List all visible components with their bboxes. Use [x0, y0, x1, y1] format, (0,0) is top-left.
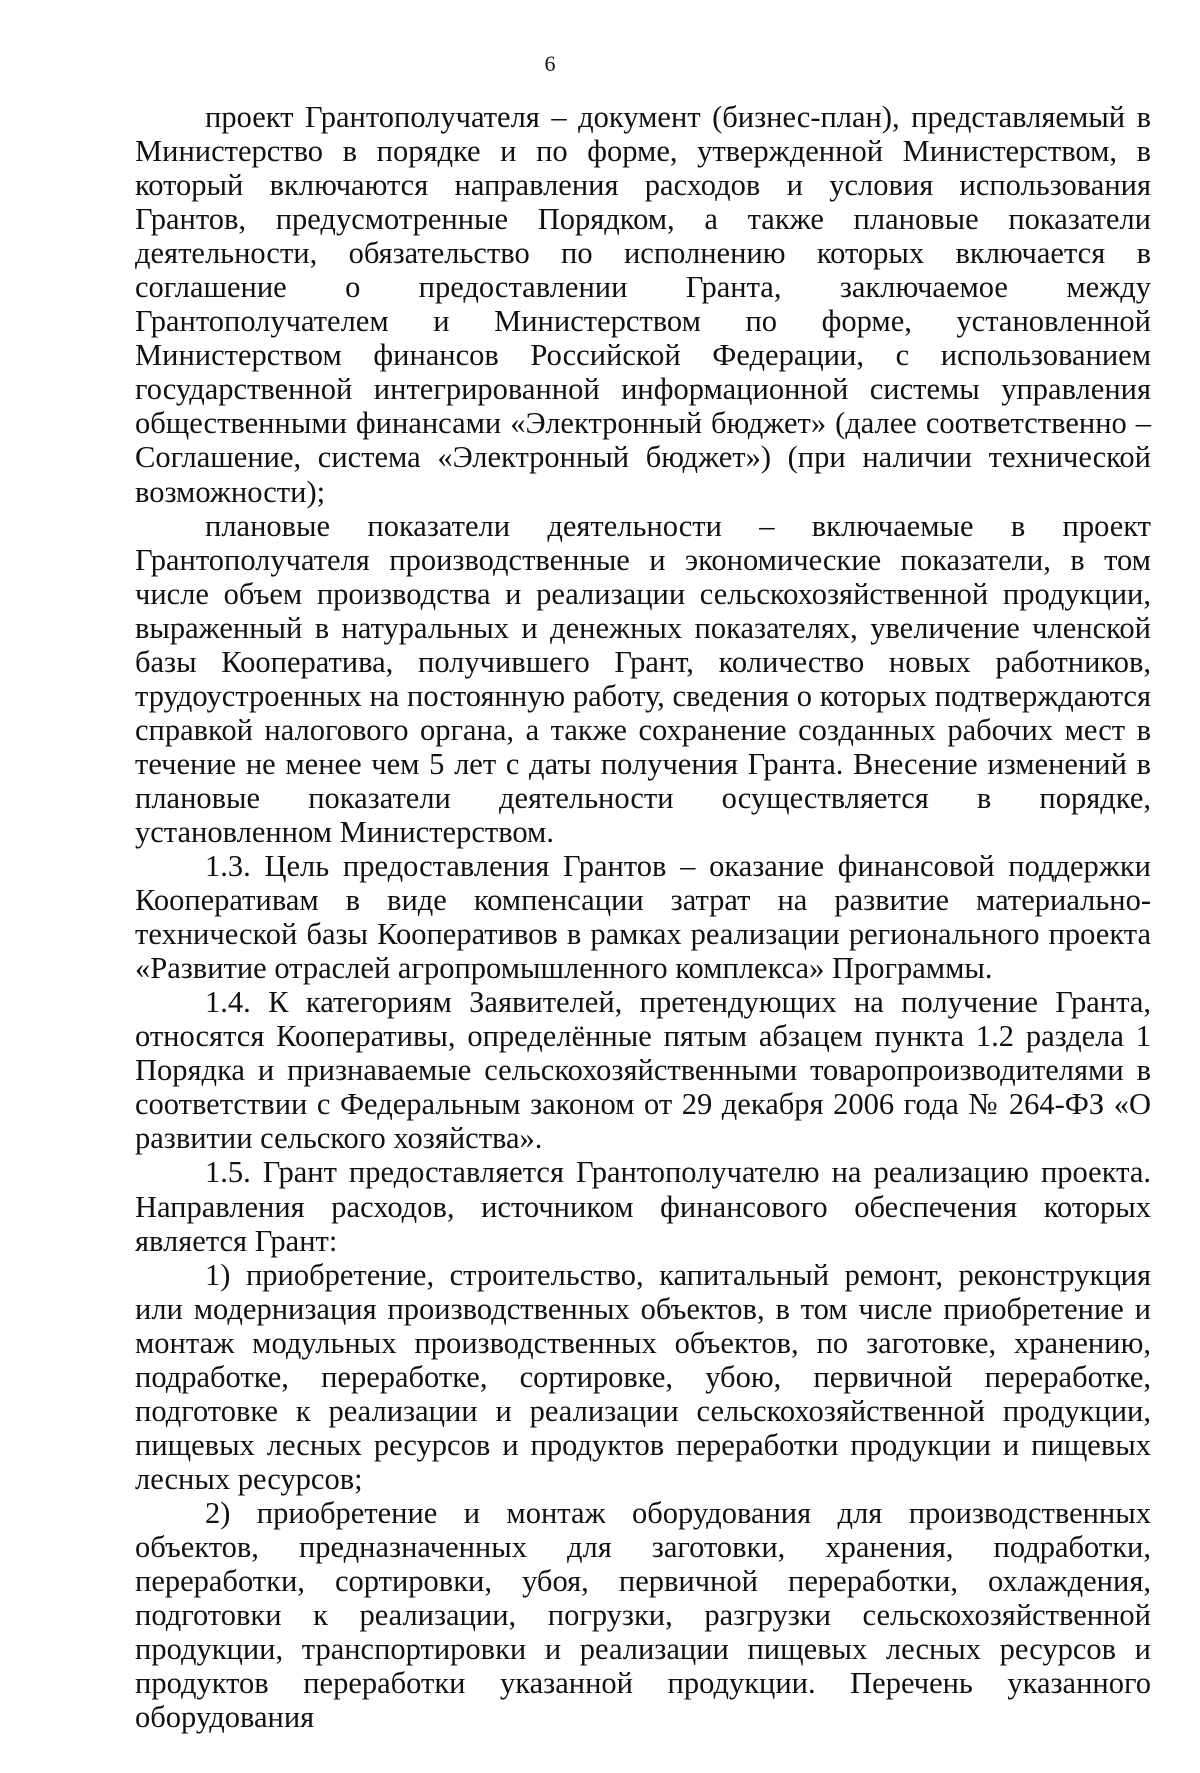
- document-body: [135, 100, 1151, 1734]
- paragraph-1-3-grant-purpose: 1.3. Цель предоставления Грантов – оказание финансовой поддержки Кооперативам в виде компенсации затрат на развитие материально-технической базы Кооперативов в рамках реализации регионального проекта «Развитие отраслей агропромышленного комплекса» Программы.: [135, 849, 1151, 986]
- paragraph-1-4-applicant-categories: 1.4. К категориям Заявителей, претендующих на получение Гранта, относятся Кооперативы, определённые пятым абзацем пункта 1.2 раздела 1 Порядка и признаваемые сельскохозяйственными товаропроизводителями в соответствии с Федеральным законом от 29 декабря 2006 года № 264-ФЗ «О развитии сельского хозяйства».: [135, 985, 1151, 1156]
- page-number: 6: [544, 51, 556, 76]
- paragraph-1-5-expense-directions: 1.5. Грант предоставляется Грантополучателю на реализацию проекта. Направления расходов, источником финансового обеспечения которых является Грант:: [135, 1155, 1151, 1258]
- paragraph-project-definition: проект Грантополучателя – документ (бизнес-план), представляемый в Министерство в порядке и по форме, утвержденной Министерством, в который включаются направления расходов и условия использования Грантов, предусмотренные Порядком, а также плановые показатели деятельности, обязательство по исполнению которых включается в соглашение о предоставлении Гранта, заключаемое между Грантополучателем и Министерством по форме, установленной Министерством финансов Российской Федерации, с использованием государственной интегрированной информационной системы управления общественными финансами «Электронный бюджет» (далее соответственно – Соглашение, система «Электронный бюджет») (при наличии технической возможности);: [135, 100, 1151, 509]
- paragraph-planned-indicators: плановые показатели деятельности – включаемые в проект Грантополучателя производственные и экономические показатели, в том числе объем производства и реализации сельскохозяйственной продукции, выраженный в натуральных и денежных показателях, увеличение членской базы Кооператива, получившего Грант, количество новых работников, трудоустроенных на постоянную работу, сведения о которых подтверждаются справкой налогового органа, а также сохранение созданных рабочих мест в течение не менее чем 5 лет с даты получения Гранта. Внесение изменений в плановые показатели деятельности осуществляется в порядке, установленном Министерством.: [135, 508, 1151, 849]
- list-item-1-production-objects: 1) приобретение, строительство, капитальный ремонт, реконструкция или модернизация производственных объектов, в том числе приобретение и монтаж модульных производственных объектов, по заготовке, хранению, подработке, переработке, сортировке, убою, первичной переработке, подготовке к реализации и реализации сельскохозяйственной продукции, пищевых лесных ресурсов и продуктов переработки продукции и пищевых лесных ресурсов;: [135, 1257, 1151, 1496]
- list-item-2-equipment: 2) приобретение и монтаж оборудования для производственных объектов, предназначенных для заготовки, хранения, подработки, переработки, сортировки, убоя, первичной переработки, охлаждения, подготовки к реализации, погрузки, разгрузки сельскохозяйственной продукции, транспортировки и реализации пищевых лесных ресурсов и продуктов переработки указанной продукции. Перечень указанного оборудования: [135, 1495, 1151, 1735]
